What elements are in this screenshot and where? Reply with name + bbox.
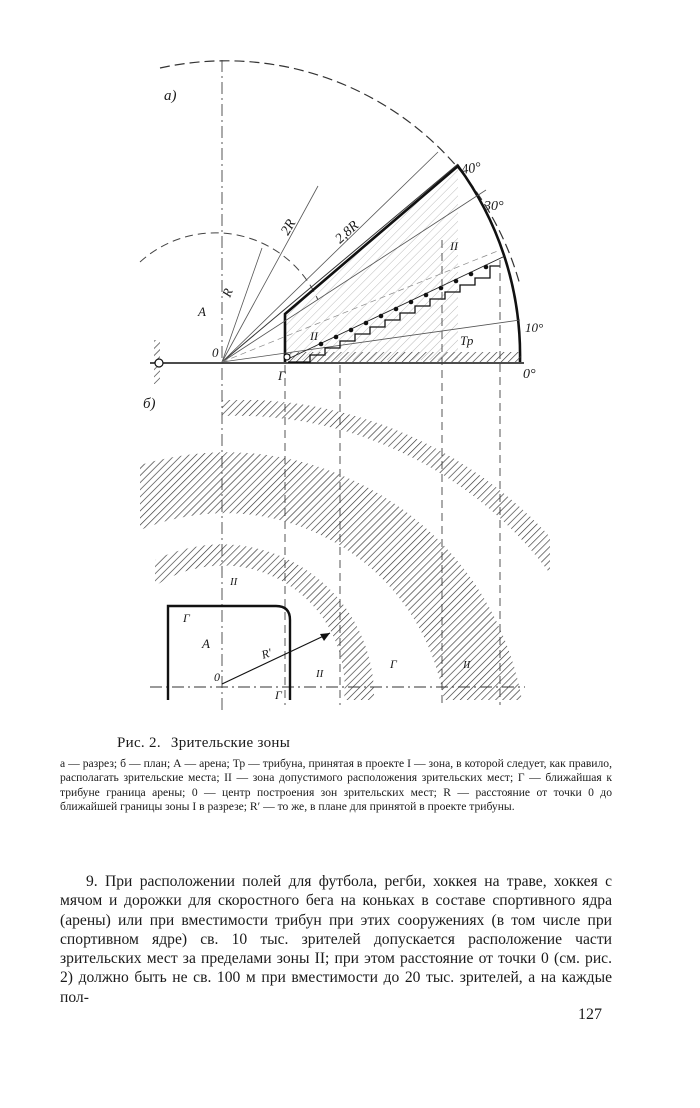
label-tribune: Тр bbox=[460, 333, 474, 348]
label-boundary-G: Г bbox=[278, 368, 286, 383]
label-angle-0: 0° bbox=[523, 367, 536, 382]
figure-caption-title bbox=[117, 735, 290, 752]
label-angle-40: 40° bbox=[460, 160, 482, 178]
label-boundary-G-b2: Г bbox=[275, 688, 282, 702]
label-angle-30: 30° bbox=[484, 199, 504, 214]
label-zone-II-b1: II bbox=[230, 576, 238, 588]
label-radius-2-8R: 2,8R bbox=[332, 218, 363, 247]
section-b-plan bbox=[140, 396, 642, 702]
label-arena-A-b: А bbox=[202, 636, 210, 651]
body-paragraph: 9. При расположении полей для футбола, регби, хоккея на траве, хоккея с мячом и дорожки для скоростного бега на коньках в составе спортивного ядра (арены) или при вместимости трибун при этих сооружениях (в том числе при спортивном ядре) св. 10 тыс. зрителей допускается расположение части зрительских мест за пределами зоны II; при этом расстояние от точки 0 (см. рис. 2) должно быть не св. 100 м при вместимости до 20 тыс. зрителей, а на каждые пол- bbox=[60, 873, 612, 1006]
label-center-O-b: 0 bbox=[214, 670, 220, 684]
label-zone-II-b2: II bbox=[316, 668, 324, 680]
label-arena-A: А bbox=[198, 304, 206, 319]
label-radius-R-prime: R' bbox=[259, 645, 274, 662]
label-section-b: б) bbox=[143, 396, 156, 412]
label-zone-II-a1: II bbox=[310, 329, 318, 343]
label-zone-II-a2: II bbox=[450, 239, 458, 253]
page-number: 127 bbox=[578, 1006, 602, 1023]
figure-caption-text: а — разрез; б — план; А — арена; Тр — трибуна, принятая в проекте I — зона, в которой следует, как правило, располагать зрительские места; II — зона допустимого расположения зрительских мест; Г — ближайшая к трибуне граница арены; 0 — центр построения зон зрительских мест; R — расстояние от точки 0 до ближайшей границы зоны I в разрезе; R′ — то же, в плане для принятой в проекте трибуны. bbox=[60, 757, 612, 813]
label-radius-R: R bbox=[218, 286, 236, 300]
figure-number: Рис. 2. bbox=[117, 735, 161, 751]
label-angle-10: 10° bbox=[525, 320, 544, 335]
label-radius-2R: 2R bbox=[278, 217, 300, 238]
label-center-O: 0 bbox=[212, 345, 219, 360]
label-boundary-G-b3: Г bbox=[390, 657, 397, 671]
label-zone-II-b3: II bbox=[463, 659, 471, 671]
label-section-a: а) bbox=[164, 88, 177, 104]
figure-title: Зрительские зоны bbox=[170, 735, 291, 751]
label-boundary-G-b1: Г bbox=[183, 611, 190, 625]
